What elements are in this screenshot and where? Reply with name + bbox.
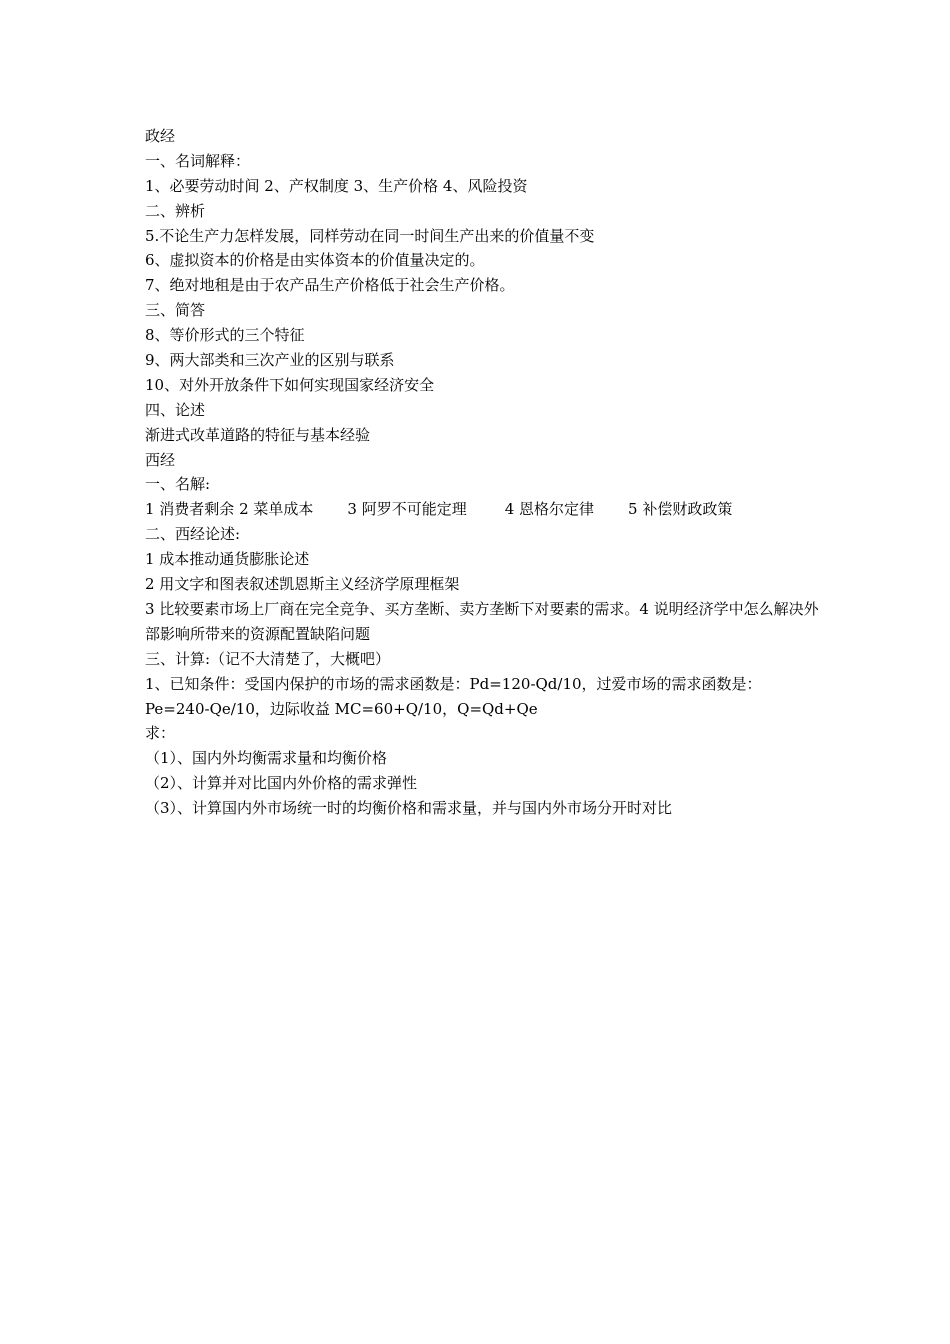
term-item: 3 阿罗不可能定理 [347, 500, 467, 519]
heading-short-answer: 三、简答 [145, 301, 206, 320]
question-8: 8、等价形式的三个特征 [145, 326, 305, 345]
question-7: 7、绝对地租是由于农产品生产价格低于社会生产价格。 [145, 276, 515, 295]
heading-calculation: 三、计算:（记不大清楚了，大概吧） [145, 649, 391, 668]
term-item: 1 消费者剩余 2 菜单成本 [145, 500, 314, 519]
western-terms-list [145, 497, 825, 522]
calculation-part-3: （3）、计算国内外市场统一时的均衡价格和需求量，并与国内外市场分开时对比 [145, 799, 673, 818]
calculation-ask: 求： [145, 724, 176, 743]
western-essay-2: 2 用文字和图表叙述凯恩斯主义经济学原理框架 [145, 575, 460, 594]
term-item: 5 补偿财政政策 [628, 500, 733, 519]
calculation-part-2: （2）、计算并对比国内外价格的需求弹性 [145, 774, 418, 793]
question-10: 10、对外开放条件下如何实现国家经济安全 [145, 375, 435, 394]
heading-western-terms: 一、名解: [145, 475, 211, 494]
western-essay-3-4: 3 比较要素市场上厂商在完全竞争、买方垄断、卖方垄断下对要素的需求。4 说明经济学中怎么解决外部影响所带来的资源配置缺陷问题 [145, 599, 819, 643]
question-9: 9、两大部类和三次产业的区别与联系 [145, 351, 395, 370]
heading-analysis: 二、辨析 [145, 201, 206, 220]
question-terms-1-4: 1、必要劳动时间 2、产权制度 3、生产价格 4、风险投资 [145, 176, 528, 195]
section-title-political-economy: 政经 [145, 127, 176, 145]
term-item: 4 恩格尔定律 [504, 500, 595, 519]
heading-essay: 四、论述 [145, 400, 206, 419]
section-title-western-economics: 西经 [145, 450, 176, 469]
western-essay-1: 1 成本推动通货膨胀论述 [145, 550, 310, 569]
question-5: 5.不论生产力怎样发展，同样劳动在同一时间生产出来的价值量不变 [145, 226, 595, 245]
question-6: 6、虚拟资本的价格是由实体资本的价值量决定的。 [145, 251, 485, 270]
calculation-part-1: （1）、国内外均衡需求量和均衡价格 [145, 749, 388, 768]
essay-question: 渐进式改革道路的特征与基本经验 [145, 425, 371, 444]
heading-western-essay: 二、西经论述: [145, 525, 241, 544]
heading-term-explanation: 一、名词解释： [145, 151, 251, 170]
calculation-conditions: 1、已知条件：受国内保护的市场的需求函数是：Pd=120-Qd/10，过爱市场的需求函数是：Pe=240-Qe/10，边际收益 MC=60+Q/10，Q=Qd+Qe [145, 674, 762, 718]
document-page [145, 124, 825, 821]
